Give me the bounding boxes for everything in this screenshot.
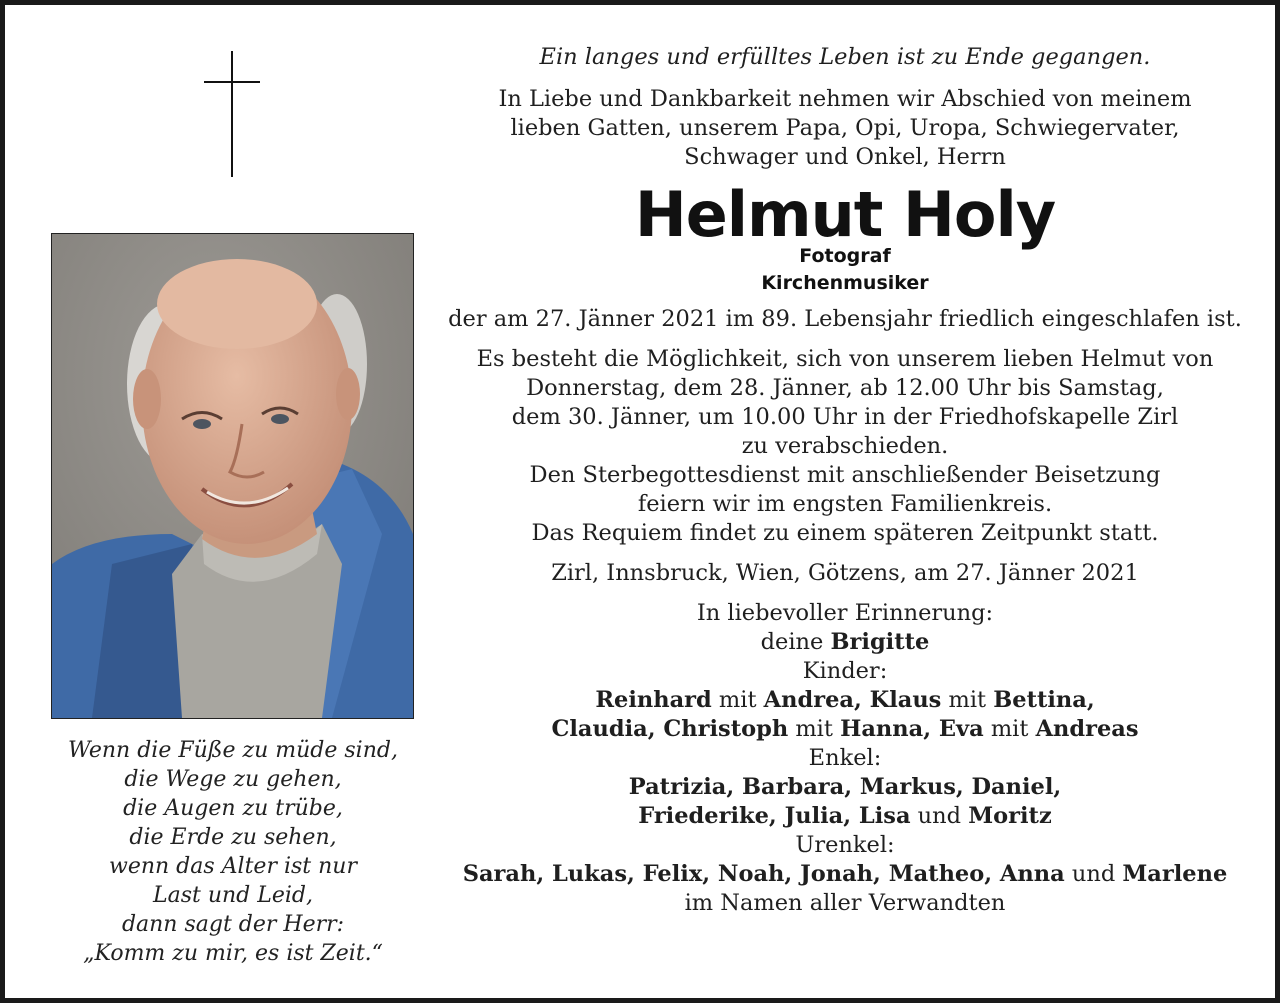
grandchildren-label: Enkel: <box>808 745 882 771</box>
connector-text: mit <box>788 716 841 742</box>
farewell-line: Donnerstag, dem 28. Jänner, ab 12.00 Uhr bis Samstag, <box>526 375 1164 401</box>
poem-line: Wenn die Füße zu müde sind, <box>68 738 398 763</box>
intro-paragraph <box>435 85 1255 172</box>
person-names: Andrea, Klaus <box>763 687 942 713</box>
farewell-line: Den Sterbegottesdienst mit anschließender Beisetzung <box>529 462 1161 488</box>
poem-line: wenn das Alter ist nur <box>109 854 357 879</box>
connector-text: und <box>910 803 969 829</box>
intro-line: In Liebe und Dankbarkeit nehmen wir Abschied von meinem <box>498 86 1192 112</box>
portrait-photo <box>51 233 414 719</box>
connector-text: und <box>1064 861 1123 887</box>
poem-line: die Erde zu sehen, <box>129 825 337 850</box>
farewell-paragraph <box>435 345 1255 548</box>
wife-name: Brigitte <box>830 629 930 655</box>
person-names: Friederike, Julia, Lisa <box>638 803 911 829</box>
person-names: Bettina, <box>993 687 1095 713</box>
person-names: Andreas <box>1035 716 1139 742</box>
person-names: Patrizia, Barbara, Markus, Daniel, <box>628 774 1062 800</box>
grandchildren-line <box>435 773 1255 802</box>
poem-line: die Wege zu gehen, <box>124 767 342 792</box>
intro-line: lieben Gatten, unserem Papa, Opi, Uropa, Schwiegervater, <box>510 115 1180 141</box>
grandchildren-line <box>435 802 1255 831</box>
mourners <box>435 599 1255 918</box>
great-grandchildren-line <box>435 860 1255 889</box>
person-names: Reinhard <box>595 687 712 713</box>
place-date: Zirl, Innsbruck, Wien, Götzens, am 27. Jänner 2021 <box>551 560 1139 586</box>
children-label: Kinder: <box>802 658 888 684</box>
poem-line: Last und Leid, <box>152 883 313 908</box>
children-line <box>435 686 1255 715</box>
poem-line: „Komm zu mir, es ist Zeit.“ <box>83 941 383 966</box>
cross-icon <box>204 51 260 177</box>
connector-text: mit <box>711 687 764 713</box>
poem <box>45 736 421 968</box>
poem-line: dann sagt der Herr: <box>121 912 345 937</box>
motto: Ein langes und erfülltes Leben ist zu Ende gegangen. <box>539 44 1151 70</box>
deceased-name: Helmut Holy <box>634 178 1056 251</box>
farewell-line: dem 30. Jänner, um 10.00 Uhr in der Friedhofskapelle Zirl <box>511 404 1179 430</box>
person-names: Hanna, Eva <box>840 716 984 742</box>
wife-line <box>435 628 1255 657</box>
farewell-line: zu verabschieden. <box>741 433 949 459</box>
person-names: Moritz <box>968 803 1052 829</box>
notice-text <box>435 43 1255 918</box>
person-names: Claudia, Christoph <box>551 716 789 742</box>
connector-text: mit <box>941 687 994 713</box>
farewell-line: Es besteht die Möglichkeit, sich von unserem lieben Helmut von <box>476 346 1214 372</box>
poem-line: die Augen zu trübe, <box>123 796 343 821</box>
great-grandchildren-label: Urenkel: <box>795 832 895 858</box>
death-line: der am 27. Jänner 2021 im 89. Lebensjahr friedlich eingeschlafen ist. <box>448 306 1242 332</box>
farewell-line: feiern wir im engsten Familienkreis. <box>637 491 1053 517</box>
deceased-role-1: Fotograf <box>799 245 891 267</box>
mourners-heading: In liebevoller Erinnerung: <box>696 600 994 626</box>
deceased-role-2: Kirchenmusiker <box>761 272 929 294</box>
farewell-line: Das Requiem findet zu einem späteren Zeitpunkt statt. <box>531 520 1159 546</box>
wife-prefix: deine <box>760 629 824 655</box>
intro-line: Schwager und Onkel, Herrn <box>684 144 1006 170</box>
person-names: Marlene <box>1122 861 1228 887</box>
children-line <box>435 715 1255 744</box>
connector-text: mit <box>983 716 1036 742</box>
closing-line: im Namen aller Verwandten <box>684 890 1006 916</box>
person-names: Sarah, Lukas, Felix, Noah, Jonah, Matheo, Anna <box>462 861 1065 887</box>
